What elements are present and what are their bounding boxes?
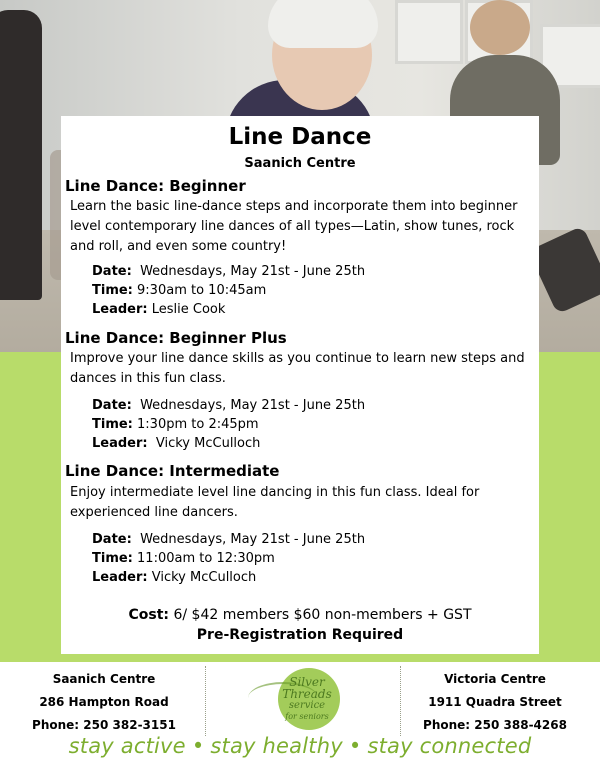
dancer-hair [268, 0, 378, 48]
location-name: Victoria Centre [444, 672, 546, 686]
section-description-beginner: Learn the basic line-dance steps and incorporate them into beginner level contemporary line dances of all types—Latin, show tunes, rock and roll, and even some country! [70, 199, 518, 254]
leader-value: Vicky McCulloch [151, 570, 257, 585]
date-value: Wednesdays, May 21st - June 25th [140, 264, 366, 279]
logo-text: service [288, 700, 326, 711]
cost-label: Cost: [128, 607, 170, 623]
page-subtitle: Saanich Centre [244, 156, 356, 171]
date-value: Wednesdays, May 21st - June 25th [140, 532, 366, 547]
logo-text: for seniors [285, 712, 329, 721]
info-card [61, 116, 539, 654]
cost-value: 6/ $42 members $60 non-members + GST [173, 607, 472, 623]
leader-value: Leslie Cook [151, 302, 226, 317]
location-name: Saanich Centre [52, 672, 156, 686]
wall-picture-frame [395, 0, 463, 64]
section-description-intermediate: Enjoy intermediate level line dancing in this fun class. Ideal for experienced line dancers. [70, 485, 480, 520]
section-description-beginner-plus: Improve your line dance skills as you continue to learn new steps and dances in this fun class. [70, 351, 525, 386]
leader-value: Vicky McCulloch [155, 436, 261, 451]
time-row [92, 415, 259, 434]
leader-label: Leader: [92, 570, 148, 585]
time-value: 11:00am to 12:30pm [137, 551, 275, 566]
bullet-separator-icon: • [348, 734, 362, 758]
time-value: 1:30pm to 2:45pm [137, 417, 259, 432]
logo-text: Threads [282, 687, 332, 701]
bullet-separator-icon: • [191, 734, 205, 758]
logo-text: Silver [289, 675, 325, 689]
location-phone: Phone: 250 382-3151 [32, 718, 176, 732]
time-value: 9:30am to 10:45am [137, 283, 267, 298]
silver-threads-logo [248, 668, 358, 730]
footer-divider [400, 666, 401, 736]
date-value: Wednesdays, May 21st - June 25th [140, 398, 366, 413]
page-title: Line Dance [228, 124, 372, 150]
time-label: Time: [92, 551, 133, 566]
tagline-part: stay healthy [210, 734, 343, 758]
dancer-figure [0, 10, 42, 300]
pre-registration-note: Pre-Registration Required [196, 627, 404, 643]
tagline-part: stay connected [367, 734, 532, 758]
section-heading-beginner: Line Dance: Beginner [65, 177, 246, 195]
section-heading-intermediate: Line Dance: Intermediate [65, 462, 280, 480]
time-row [92, 549, 275, 568]
date-label: Date: [92, 264, 132, 279]
tagline [0, 734, 600, 758]
time-row [92, 281, 266, 300]
date-row [92, 530, 365, 549]
leader-label: Leader: [92, 302, 148, 317]
section-heading-beginner-plus: Line Dance: Beginner Plus [65, 329, 287, 347]
footer [0, 662, 600, 776]
date-row [92, 262, 365, 281]
leader-label: Leader: [92, 436, 148, 451]
location-address: 1911 Quadra Street [428, 695, 562, 709]
date-label: Date: [92, 398, 132, 413]
tagline-part: stay active [68, 734, 186, 758]
time-label: Time: [92, 283, 133, 298]
footer-divider [205, 666, 206, 736]
leader-row [92, 434, 260, 453]
location-phone: Phone: 250 388-4268 [423, 718, 567, 732]
location-address: 286 Hampton Road [39, 695, 169, 709]
leader-row [92, 300, 225, 319]
cost-line [61, 607, 539, 623]
time-label: Time: [92, 417, 133, 432]
victoria-centre-contact [405, 668, 585, 737]
date-row [92, 396, 365, 415]
leader-row [92, 568, 256, 587]
dancer-head [470, 0, 530, 55]
saanich-centre-contact [14, 668, 194, 737]
date-label: Date: [92, 532, 132, 547]
